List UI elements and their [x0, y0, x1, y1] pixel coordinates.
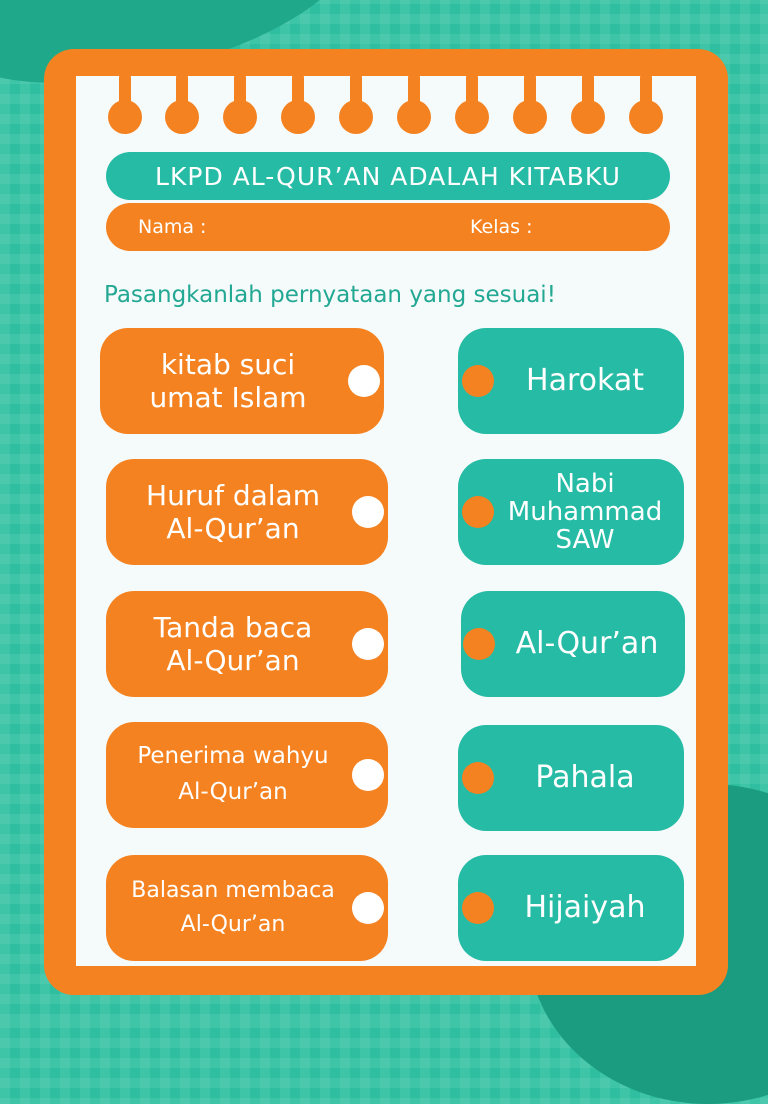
name-label: Nama :: [138, 216, 207, 238]
class-label: Kelas :: [470, 216, 533, 238]
connector-dot[interactable]: [462, 496, 494, 528]
connector-dot[interactable]: [463, 628, 495, 660]
binder-ring-base: [513, 100, 547, 134]
connector-dot[interactable]: [348, 365, 380, 397]
answer-text: Hijaiyah: [524, 890, 646, 926]
connector-dot[interactable]: [462, 892, 494, 924]
answer-card[interactable]: [458, 725, 684, 831]
statement-text: Penerima wahyu Al-Qur’an: [137, 743, 329, 805]
answer-card[interactable]: [461, 591, 685, 697]
answer-text: Nabi Muhammad SAW: [507, 468, 663, 556]
binder-ring-base: [108, 100, 142, 134]
student-info-bar: [106, 203, 670, 251]
statement-text: Tanda baca Al-Qur’an: [153, 610, 313, 677]
binder-ring-base: [281, 100, 315, 134]
statement-card[interactable]: [106, 722, 388, 828]
connector-dot[interactable]: [352, 892, 384, 924]
binder-ring-base: [223, 100, 257, 134]
statement-text: Huruf dalam Al-Qur’an: [146, 478, 320, 545]
statement-card[interactable]: [106, 591, 388, 697]
answer-card[interactable]: [458, 855, 684, 961]
connector-dot[interactable]: [352, 496, 384, 528]
answer-card[interactable]: [458, 328, 684, 434]
instruction-text: Pasangkanlah pernyataan yang sesuai!: [104, 282, 556, 308]
connector-dot[interactable]: [352, 628, 384, 660]
connector-dot[interactable]: [462, 365, 494, 397]
statement-card[interactable]: [100, 328, 384, 434]
binder-ring-base: [165, 100, 199, 134]
answer-text: Al-Qur’an: [515, 626, 659, 662]
binder-ring-base: [397, 100, 431, 134]
worksheet-title: LKPD AL-QUR’AN ADALAH KITABKU: [106, 152, 670, 200]
statement-card[interactable]: [106, 459, 388, 565]
binder-ring-base: [629, 100, 663, 134]
binder-ring-base: [455, 100, 489, 134]
binder-ring-base: [339, 100, 373, 134]
statement-text: kitab suci umat Islam: [149, 347, 307, 414]
binder-ring-base: [571, 100, 605, 134]
connector-dot[interactable]: [462, 762, 494, 794]
answer-text: Pahala: [535, 760, 635, 796]
statement-text: Balasan membaca Al-Qur’an: [131, 877, 335, 937]
statement-card[interactable]: [106, 855, 388, 961]
connector-dot[interactable]: [352, 759, 384, 791]
answer-card[interactable]: [458, 459, 684, 565]
answer-text: Harokat: [526, 363, 644, 399]
